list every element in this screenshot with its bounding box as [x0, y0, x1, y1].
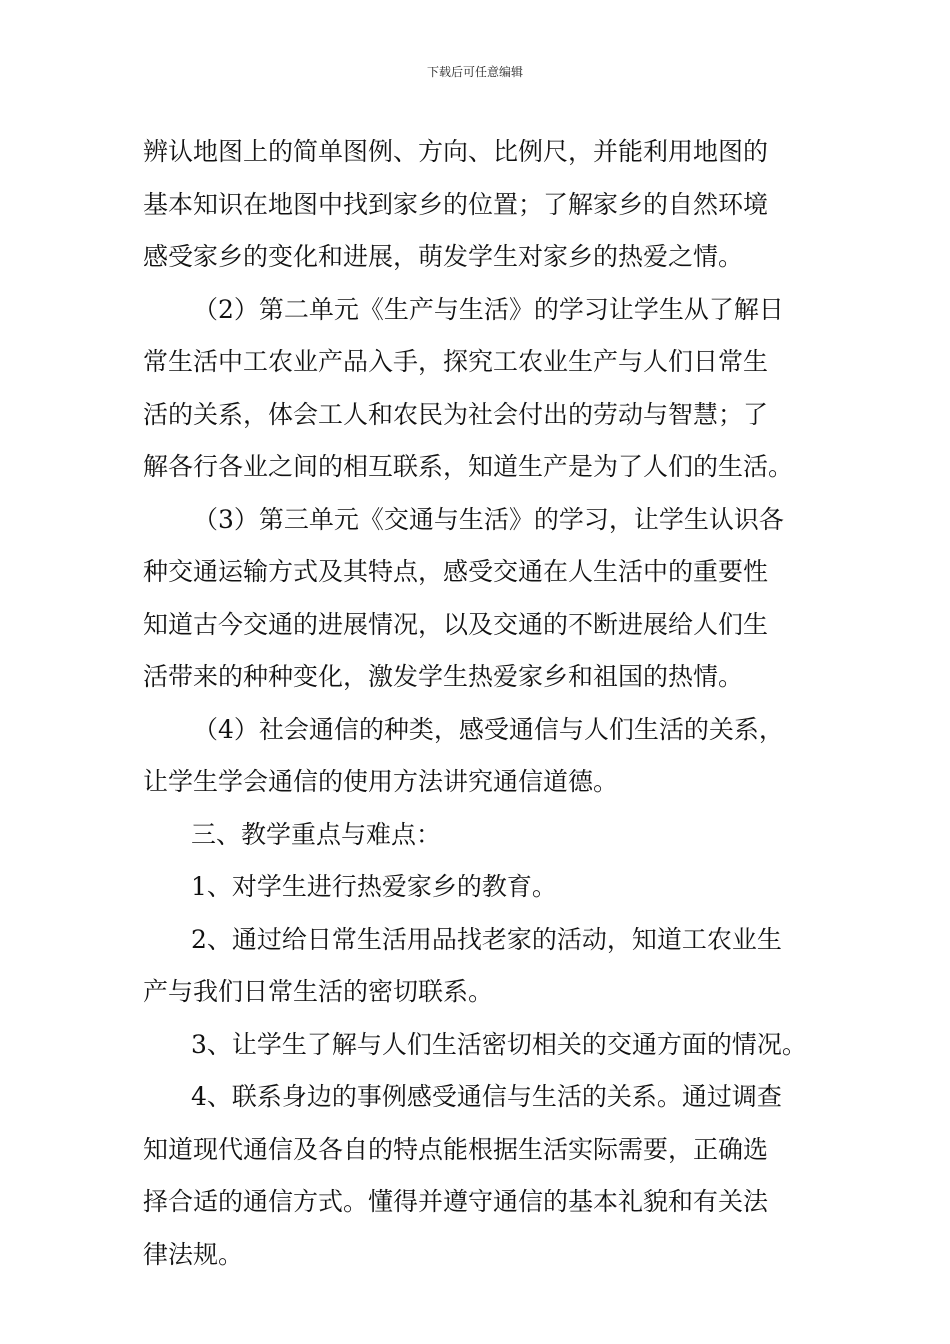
page-header-caption: 下载后可任意编辑 [426, 65, 523, 79]
text-line: 知道现代通信及各自的特点能根据生活实际需要，正确选 [143, 1134, 769, 1164]
key-point-1: 1、对学生进行热爱家乡的教育。 [191, 872, 557, 901]
text-line: 律法规。 [143, 1239, 244, 1269]
section-heading: 三、教学重点与难点： [191, 819, 442, 849]
paragraph-unit-4-start: （4）社会通信的种类，感受通信与人们生活的关系， [193, 714, 784, 744]
key-point-4: 4、联系身边的事例感受通信与生活的关系。通过调查 [191, 1082, 782, 1111]
paragraph-unit-2-start: （2）第二单元《生产与生活》的学习让学生从了解日 [193, 294, 784, 324]
text-line: 辨认地图上的简单图例、方向、比例尺，并能利用地图的 [143, 137, 769, 166]
text-line: 让学生学会通信的使用方法讲究通信道德。 [143, 767, 619, 796]
text-line: 活带来的种种变化，激发学生热爱家乡和祖国的热情。 [143, 662, 744, 691]
key-point-2: 2、通过给日常生活用品找老家的活动，知道工农业生 [191, 924, 782, 954]
key-point-3: 3、让学生了解与人们生活密切相关的交通方面的情况。 [191, 1029, 807, 1059]
text-line: 择合适的通信方式。懂得并遵守通信的基本礼貌和有关法 [143, 1187, 769, 1216]
text-line: 知道古今交通的进展情况，以及交通的不断进展给人们生 [143, 609, 769, 639]
text-line: 常生活中工农业产品入手，探究工农业生产与人们日常生 [143, 347, 769, 376]
text-line: 产与我们日常生活的密切联系。 [143, 977, 494, 1006]
text-line: 活的关系，体会工人和农民为社会付出的劳动与智慧；了 [143, 399, 769, 429]
text-line: 解各行各业之间的相互联系，知道生产是为了人们的生活。 [143, 452, 794, 481]
text-line: 种交通运输方式及其特点，感受交通在人生活中的重要性 [143, 557, 769, 586]
text-line: 基本知识在地图中找到家乡的位置；了解家乡的自然环境 [143, 189, 769, 219]
paragraph-unit-3-start: （3）第三单元《交通与生活》的学习，让学生认识各 [193, 504, 784, 534]
document-body [143, 126, 815, 1281]
text-line: 感受家乡的变化和进展，萌发学生对家乡的热爱之情。 [143, 242, 744, 271]
